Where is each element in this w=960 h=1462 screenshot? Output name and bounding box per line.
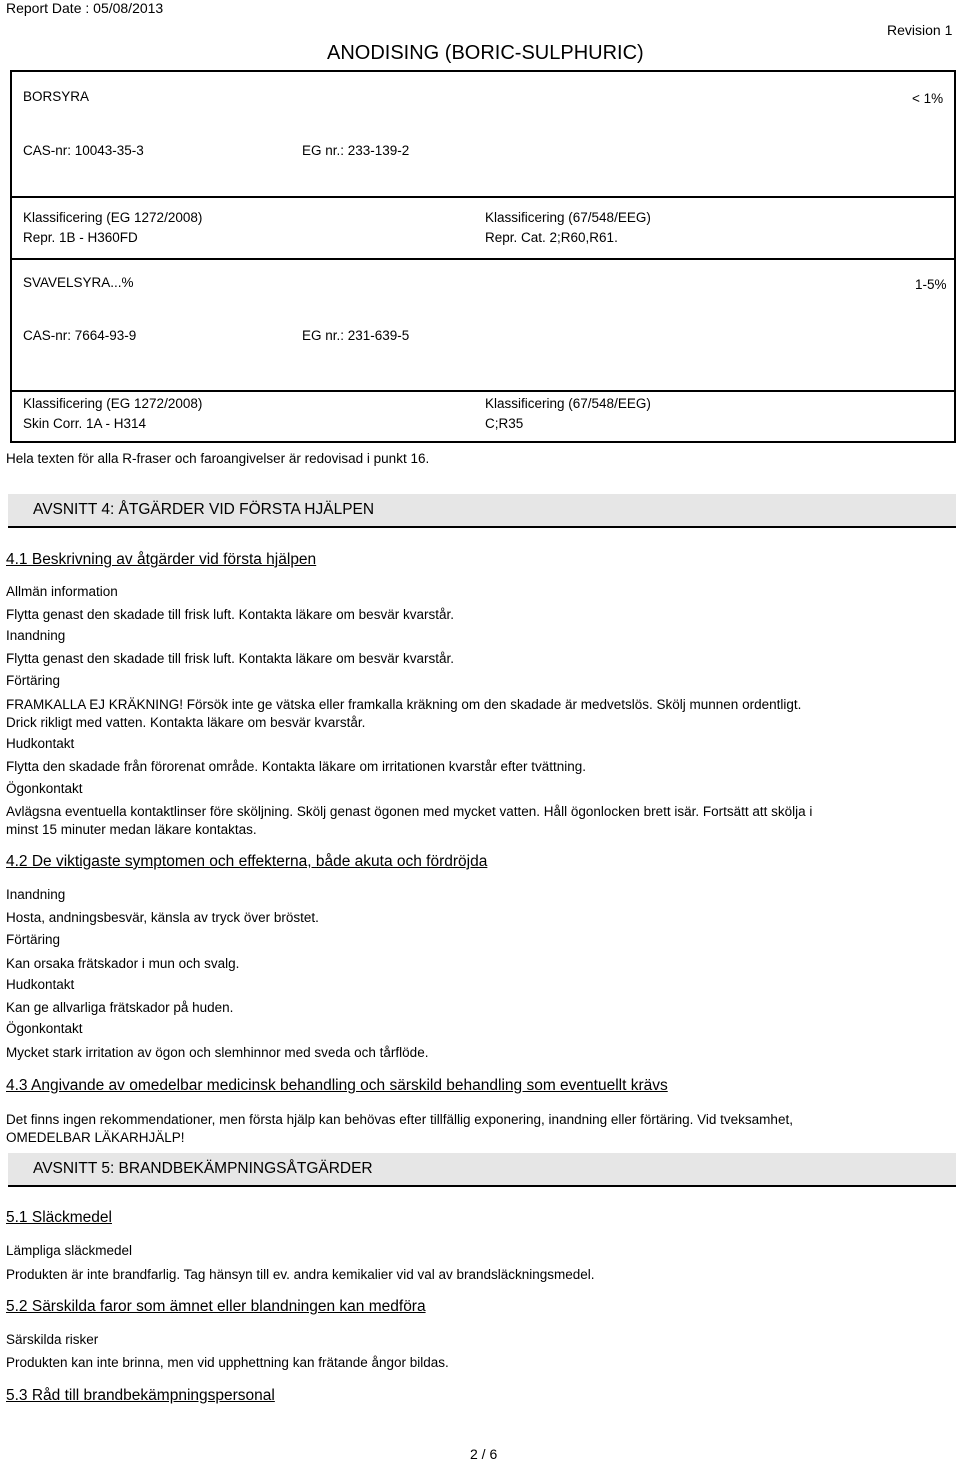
classification-clp-value: Repr. 1B - H360FD [23,230,138,245]
ingestion-label: Förtäring [6,673,61,688]
eg-number: EG nr.: 233-139-2 [302,143,410,158]
symptom-skin-text: Kan ge allvarliga frätskador på huden. [6,1000,234,1015]
divider [10,196,956,198]
symptom-eye-text: Mycket stark irritation av ögon och slemhinnor med sveda och tårflöde. [6,1045,429,1060]
substance-concentration: 1-5% [915,277,947,292]
treatment-text: Det finns ingen rekommendationer, men första hjälp kan behövas efter tillfällig exponering, inandning eller förtäring. Vid tveksamhet, [6,1112,793,1127]
divider [10,390,956,392]
classification-dsd-value: Repr. Cat. 2;R60,R61. [485,230,618,245]
eye-contact-label: Ögonkontakt [6,781,83,796]
subsection-4-2-title: 4.2 De viktigaste symptomen och effekterna, både akuta och fördröjda [6,853,488,870]
section-4-title: AVSNITT 4: ÅTGÄRDER VID FÖRSTA HJÄLPEN [33,501,375,518]
substance-name: SVAVELSYRA...% [23,275,134,290]
classification-clp-value: Skin Corr. 1A - H314 [23,416,147,431]
report-date: Report Date : 05/08/2013 [6,0,164,16]
classification-dsd-value: C;R35 [485,416,524,431]
substance-frame [10,258,956,392]
classification-clp-label: Klassificering (EG 1272/2008) [23,210,203,225]
substance-name: BORSYRA [23,89,90,104]
revision: Revision 1 [887,22,953,38]
extinguishing-media-text: Produkten är inte brandfarlig. Tag hänsyn till ev. andra kemikalier vid val av brandsläckningsmedel. [6,1267,595,1282]
inhalation-text: Flytta genast den skadade till frisk luft. Kontakta läkare om besvär kvarstår. [6,651,454,666]
ingestion-text: Drick rikligt med vatten. Kontakta läkare om besvär kvarstår. [6,715,366,730]
eye-contact-text: minst 15 minuter medan läkare kontaktas. [6,822,257,837]
subsection-5-2-title: 5.2 Särskilda faror som ämnet eller blandningen kan medföra [6,1298,426,1315]
skin-contact-text: Flytta den skadade från förorenat område. Kontakta läkare om irritationen kvarstår efter tvättning. [6,759,587,774]
divider [10,441,956,443]
eg-number: EG nr.: 231-639-5 [302,328,410,343]
classification-dsd-label: Klassificering (67/548/EEG) [485,396,651,411]
section-5-title: AVSNITT 5: BRANDBEKÄMPNINGSÅTGÄRDER [33,1160,373,1177]
eye-contact-text: Avlägsna eventuella kontaktlinser före sköljning. Skölj genast ögonen med mycket vatten. Håll ögonlocken brett isär. Fortsätt att skölja i [6,804,813,819]
page-number: 2 / 6 [470,1446,498,1462]
document-title: ANODISING (BORIC-SULPHURIC) [327,42,644,64]
inhalation-label: Inandning [6,628,66,643]
extinguishing-media-label: Lämpliga släckmedel [6,1243,133,1258]
subsection-5-1-title: 5.1 Släckmedel [6,1209,112,1226]
symptom-ingestion-text: Kan orsaka frätskador i mun och svalg. [6,956,240,971]
subsection-4-3-title: 4.3 Angivande av omedelbar medicinsk behandling och särskild behandling som eventuellt krävs [6,1077,668,1094]
substance-frame [10,70,956,198]
cas-number: CAS-nr: 10043-35-3 [23,143,144,158]
treatment-text: OMEDELBAR LÄKARHJÄLP! [6,1130,185,1145]
symptom-eye-label: Ögonkontakt [6,1021,83,1036]
substance-concentration: < 1% [912,91,944,106]
divider [954,390,956,443]
general-info-label: Allmän information [6,584,118,599]
classification-clp-label: Klassificering (EG 1272/2008) [23,396,203,411]
cas-number: CAS-nr: 7664-93-9 [23,328,137,343]
symptom-skin-label: Hudkontakt [6,977,75,992]
divider [10,390,12,443]
special-risks-text: Produkten kan inte brinna, men vid upphettning kan frätande ångor bildas. [6,1355,449,1370]
skin-contact-label: Hudkontakt [6,736,75,751]
subsection-4-1-title: 4.1 Beskrivning av åtgärder vid första hjälpen [6,551,317,568]
symptom-inhalation-text: Hosta, andningsbesvär, känsla av tryck över bröstet. [6,910,319,925]
symptom-ingestion-label: Förtäring [6,932,61,947]
classification-dsd-label: Klassificering (67/548/EEG) [485,210,651,225]
divider [10,196,12,258]
subsection-5-3-title: 5.3 Råd till brandbekämpningspersonal [6,1387,275,1404]
r-phrases-note: Hela texten för alla R-fraser och faroangivelser är redovisad i punkt 16. [6,451,430,466]
divider [954,196,956,258]
special-risks-label: Särskilda risker [6,1332,99,1347]
symptom-inhalation-label: Inandning [6,887,66,902]
ingestion-text: FRAMKALLA EJ KRÄKNING! Försök inte ge vätska eller framkalla kräkning om den skadade är medvetslös. Skölj munnen ordentligt. [6,697,802,712]
general-info-text: Flytta genast den skadade till frisk luft. Kontakta läkare om besvär kvarstår. [6,607,454,622]
